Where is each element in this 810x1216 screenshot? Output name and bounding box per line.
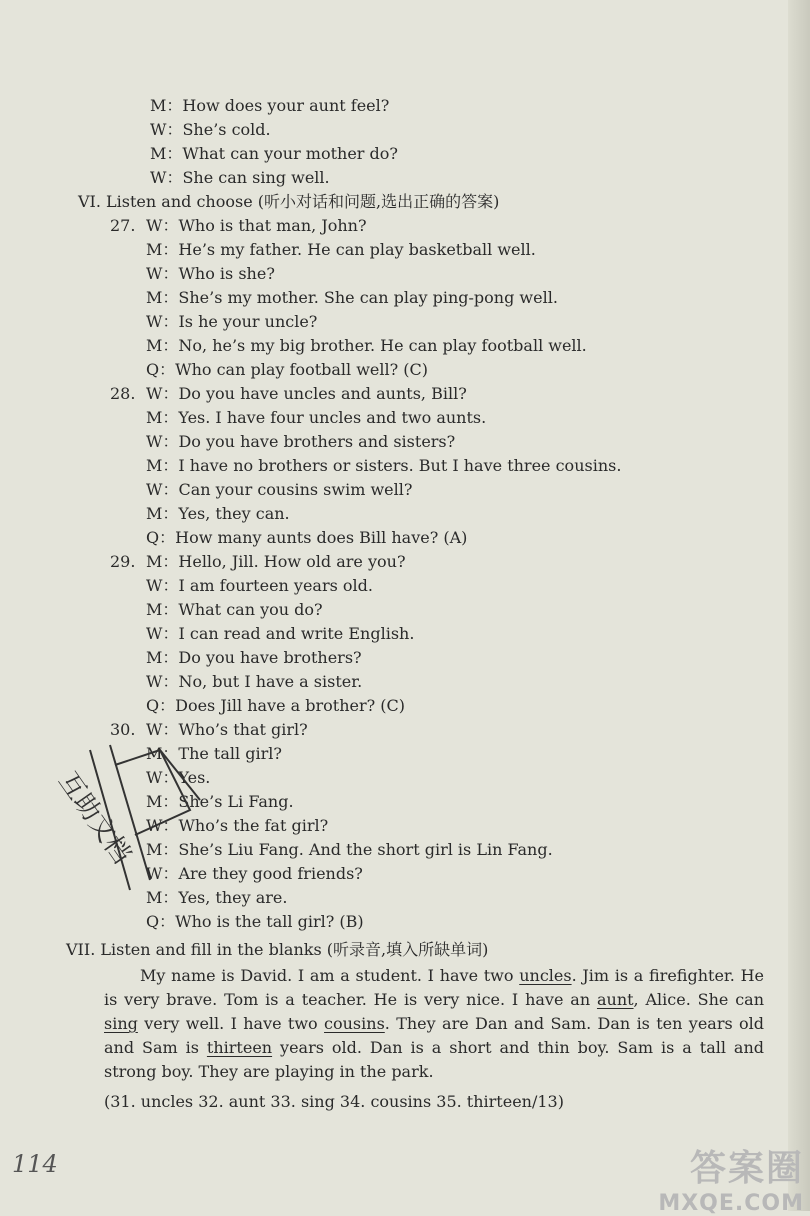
dialog-line: M：Yes. I have four uncles and two aunts. xyxy=(146,408,487,427)
dialog-line: M：The tall girl? xyxy=(146,744,282,763)
blank-answer: cousins xyxy=(324,1014,385,1033)
question-number: 29. xyxy=(110,552,136,571)
dialog-line: M：Hello, Jill. How old are you? xyxy=(146,552,406,571)
dialog-line: M：She’s Li Fang. xyxy=(146,792,294,811)
dialog-line: M：She’s Liu Fang. And the short girl is Lin Fang. xyxy=(146,840,553,859)
dialog-line: M：She’s my mother. She can play ping-pong well. xyxy=(146,288,558,307)
site-watermark: 答案圈 MXQE.COM xyxy=(658,1148,804,1216)
question-number: 28. xyxy=(110,384,136,403)
dialog-line: W：Can your cousins swim well? xyxy=(146,480,413,499)
section-heading: VII. Listen and fill in the blanks (听录音,填入所缺单词) xyxy=(66,940,489,959)
dialog-line: W：She can sing well. xyxy=(150,168,330,187)
blank-answer: sing xyxy=(104,1014,138,1033)
question-line: Q：Does Jill have a brother? (C) xyxy=(146,696,406,715)
question-number: 30. xyxy=(110,720,136,739)
question-line: Q：Who is the tall girl? (B) xyxy=(146,912,364,931)
dialog-line: W：Yes. xyxy=(146,768,211,787)
fill-blank-passage: My name is David. I am a student. I have two uncles. Jim is a firefighter. He is very brave. Tom is a teacher. He is very nice. I have an aunt, Alice. She can sing very well. I have two cousins. They are Dan and Sam. Dan is ten years old and Sam is thirteen years old. Dan is a short and thin boy. Sam is a tall and strong boy. They are playing in the park. xyxy=(104,966,765,1081)
dialog-line: W：I am fourteen years old. xyxy=(146,576,373,595)
section-heading: VI. Listen and choose (听小对话和问题,选出正确的答案) xyxy=(78,192,500,211)
question-line: Q：Who can play football well? (C) xyxy=(146,360,429,379)
answer-summary: (31. uncles 32. aunt 33. sing 34. cousins 35. thirteen/13) xyxy=(104,1092,564,1111)
dialog-line: W：Who’s that girl? xyxy=(146,720,308,739)
dialog-line: W：Who is she? xyxy=(146,264,275,283)
dialog-line: W：Who’s the fat girl? xyxy=(146,816,329,835)
dialog-line: W：Do you have uncles and aunts, Bill? xyxy=(146,384,467,403)
dialog-line: W：Who is that man, John? xyxy=(146,216,367,235)
dialog-line: M：I have no brothers or sisters. But I have three cousins. xyxy=(146,456,622,475)
page-edge-shadow xyxy=(788,0,810,1211)
dialog-line: M：What can your mother do? xyxy=(150,144,398,163)
blank-answer: aunt xyxy=(596,990,634,1009)
dialog-line: M：How does your aunt feel? xyxy=(150,96,390,115)
dialog-line: W：Do you have brothers and sisters? xyxy=(146,432,456,451)
svg-text:互助文档: 互助文档 xyxy=(52,766,137,870)
blank-answer: uncles xyxy=(519,966,572,985)
dialog-line: M：Yes, they are. xyxy=(146,888,288,907)
question-line: Q：How many aunts does Bill have? (A) xyxy=(146,528,468,547)
dialog-line: M：Do you have brothers? xyxy=(146,648,362,667)
dialog-line: M：Yes, they can. xyxy=(146,504,290,523)
dialog-line: W：Are they good friends? xyxy=(146,864,363,883)
dialog-line: W：She’s cold. xyxy=(150,120,271,139)
dialog-line: W：I can read and write English. xyxy=(146,624,415,643)
page-number: 114 xyxy=(12,1150,58,1178)
stamp-watermark xyxy=(40,740,220,900)
dialog-line: M：What can you do? xyxy=(146,600,323,619)
dialog-line: W：Is he your uncle? xyxy=(146,312,318,331)
blank-answer: thirteen xyxy=(206,1038,273,1057)
dialog-line: M：He’s my father. He can play basketball well. xyxy=(146,240,536,259)
question-number: 27. xyxy=(110,216,136,235)
dialog-line: M：No, he’s my big brother. He can play football well. xyxy=(146,336,587,355)
dialog-line: W：No, but I have a sister. xyxy=(146,672,363,691)
